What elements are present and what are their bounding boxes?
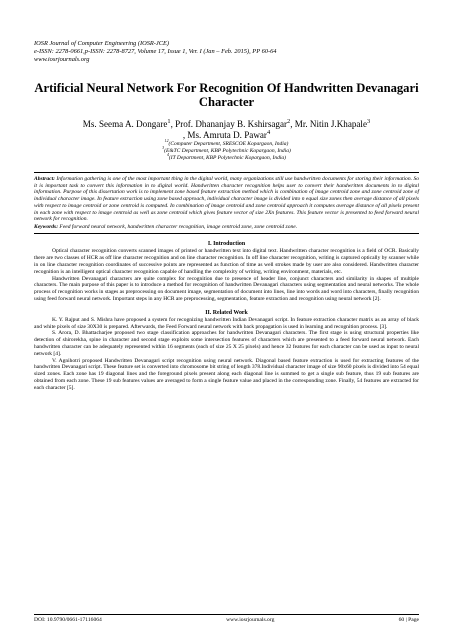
paragraph: V. Agnihotri proposed Handwritten Devanagari script recognition using neural network. Diagonal based feature extraction is used for extracting features of the handwritten Devanagari script. These feature set is converted into chromosome bit string of length 378.Individual character image of size 90x60 pixels is divided into 54 equal sized zones. Each zone has 19 diagonal lines and the foreground pixels present along each diagonal line is summed to get a single sub feature, thus 19 sub features are obtained from each zone. These 19 sub features values are averaged to form a single feature value and placed in the corresponding zone. Finally, 54 features are extracted for each character [5]. [34, 357, 419, 391]
author-3: , Mr. Nitin J.Khapale [290, 119, 368, 130]
author-4: , Ms. Amruta D. Pawar [182, 130, 267, 141]
affiliation-line: $^4$(IT Department, KBP Polytechnic Kopargaon, India) [167, 153, 286, 162]
page-footer [34, 614, 419, 624]
abstract [34, 176, 419, 223]
affiliation-line: $^{12}$(Computer Department, SRESCOE Kopargaon, India) [164, 139, 289, 148]
paper-title: Artificial Neural Network For Recognition Of Handwritten Devanagari Character [34, 80, 419, 110]
paragraph: K. Y. Rajput and S. Mishra have proposed a system for recognizing handwritten Indian Devanagari script. In feature extraction character matrix as an array of black and white pixels of size 30X30 is prepared. Afterwards, the Feed Forward neural network with back propagation is used in learning and recognition process. [3]. [34, 316, 419, 330]
section-heading-introduction: I. Introduction [207, 241, 246, 248]
author-1-affil: 1 [167, 118, 171, 126]
abstract-box [34, 172, 419, 235]
keywords [34, 224, 419, 231]
keywords-text: Feed forward neural network, handwritten character recognition, image centroid zone, zone centroid zone. [58, 223, 298, 230]
journal-name: IOSR Journal of Computer Engineering (IOSR-JCE) [34, 40, 170, 47]
journal-issn: e-ISSN: 2278-0661,p-ISSN: 2278-8727, Volume 17, Issue 1, Ver. I (Jan – Feb. 2015), PP 60-64 [34, 48, 277, 56]
keywords-label: Keywords: [34, 223, 59, 230]
section-heading-related-work: II. Related Work [205, 309, 248, 316]
abstract-label: Abstract: [34, 175, 55, 182]
abstract-text: Information gathering is one of the most important thing in the digital world, many organizations still use handwritten documents for storing their information. So it is important task to convert this information in to digital world. Handwritten character recognition helps user to convert their handwritten documents in to digital information. Purpose of this dissertation work is to implement zone based feature extraction method which is combination of image centroid zone and zone centroid zone of individual character image. In feature extraction using zone based approach, individual character image is divided into n equal size zones then average distance of all pixels with respect to image centroid or zone centroid is computed. In combination of image centroid and zone centroid approach it computes average distance of all pixels present in each zone with respect to image centroid as well as zone centroid which gives feature vector of size 2Xn features. This feature vector is presented to feed forward neural network for recognition. [34, 175, 419, 223]
footer-page-number: 60 | Page [398, 617, 419, 623]
author-list [34, 119, 419, 141]
author-1: Ms. Seema A. Dongare [82, 119, 168, 130]
author-4-affil: 4 [266, 129, 271, 137]
journal-url[interactable]: www.iosrjournals.org [34, 56, 90, 64]
affiliations [34, 141, 419, 162]
author-2: , Prof. Dhananjay B. Kshirsagar [170, 119, 288, 130]
affiliation-line: $^3$(E&TC Department, KBP Polytechnic Kopargaon, India) [162, 146, 291, 155]
journal-header [34, 40, 419, 65]
footer-site[interactable]: www.iosrjournals.org [226, 617, 275, 623]
author-2-affil: 2 [287, 118, 291, 126]
footer-doi: DOI: 10.9790/0661-17116064 [34, 617, 102, 623]
author-3-affil: 3 [367, 118, 371, 126]
paragraph: Optical character recognition converts scanned images of printed or handwritten text into digital text. Handwritten character recognition is a field of OCR. Basically there are two classes of HCR as off line character recognition and on line character recognition. In off line character recognition, writing is captured optically by scanner while in on line character recognition coordinates of successive points are represented as function of time as well strokes made by user are also considered. Handwritten character recognition is an intelligent optical character recognition capable of handling the complexity of writing, writing environment, materials, etc. [34, 248, 419, 275]
paragraph: S. Arora, D. Bhattacharjee proposed two stage classification approaches for handwritten Devanagari characters. The first stage is using structural properties like detection of shirorekha, spine in character and second stage exploits some intersection features of characters which are presented to a feed forward neural network. Each handwritten character can be adequately represented within 16 segments (each of size 25 X 25 pixels) and hence 32 features for each character can be used as input to neural network [4]. [34, 330, 419, 357]
paragraph: Handwritten Devanagari characters are quite complex for recognition due to presence of header line, conjunct characters and similarity in shapes of multiple characters. The main purpose of this paper is to introduce a method for recognition of handwritten Devanagari characters using segmentation and neural networks. The whole process of recognition works in stages as preprocessing on document image, segmentation of document into lines, line into words and word into characters, finally recognition using feed forward neural network. Important steps in any HCR are preprocessing, segmentation, feature extraction and recognition using neural network [2]. [34, 275, 419, 302]
